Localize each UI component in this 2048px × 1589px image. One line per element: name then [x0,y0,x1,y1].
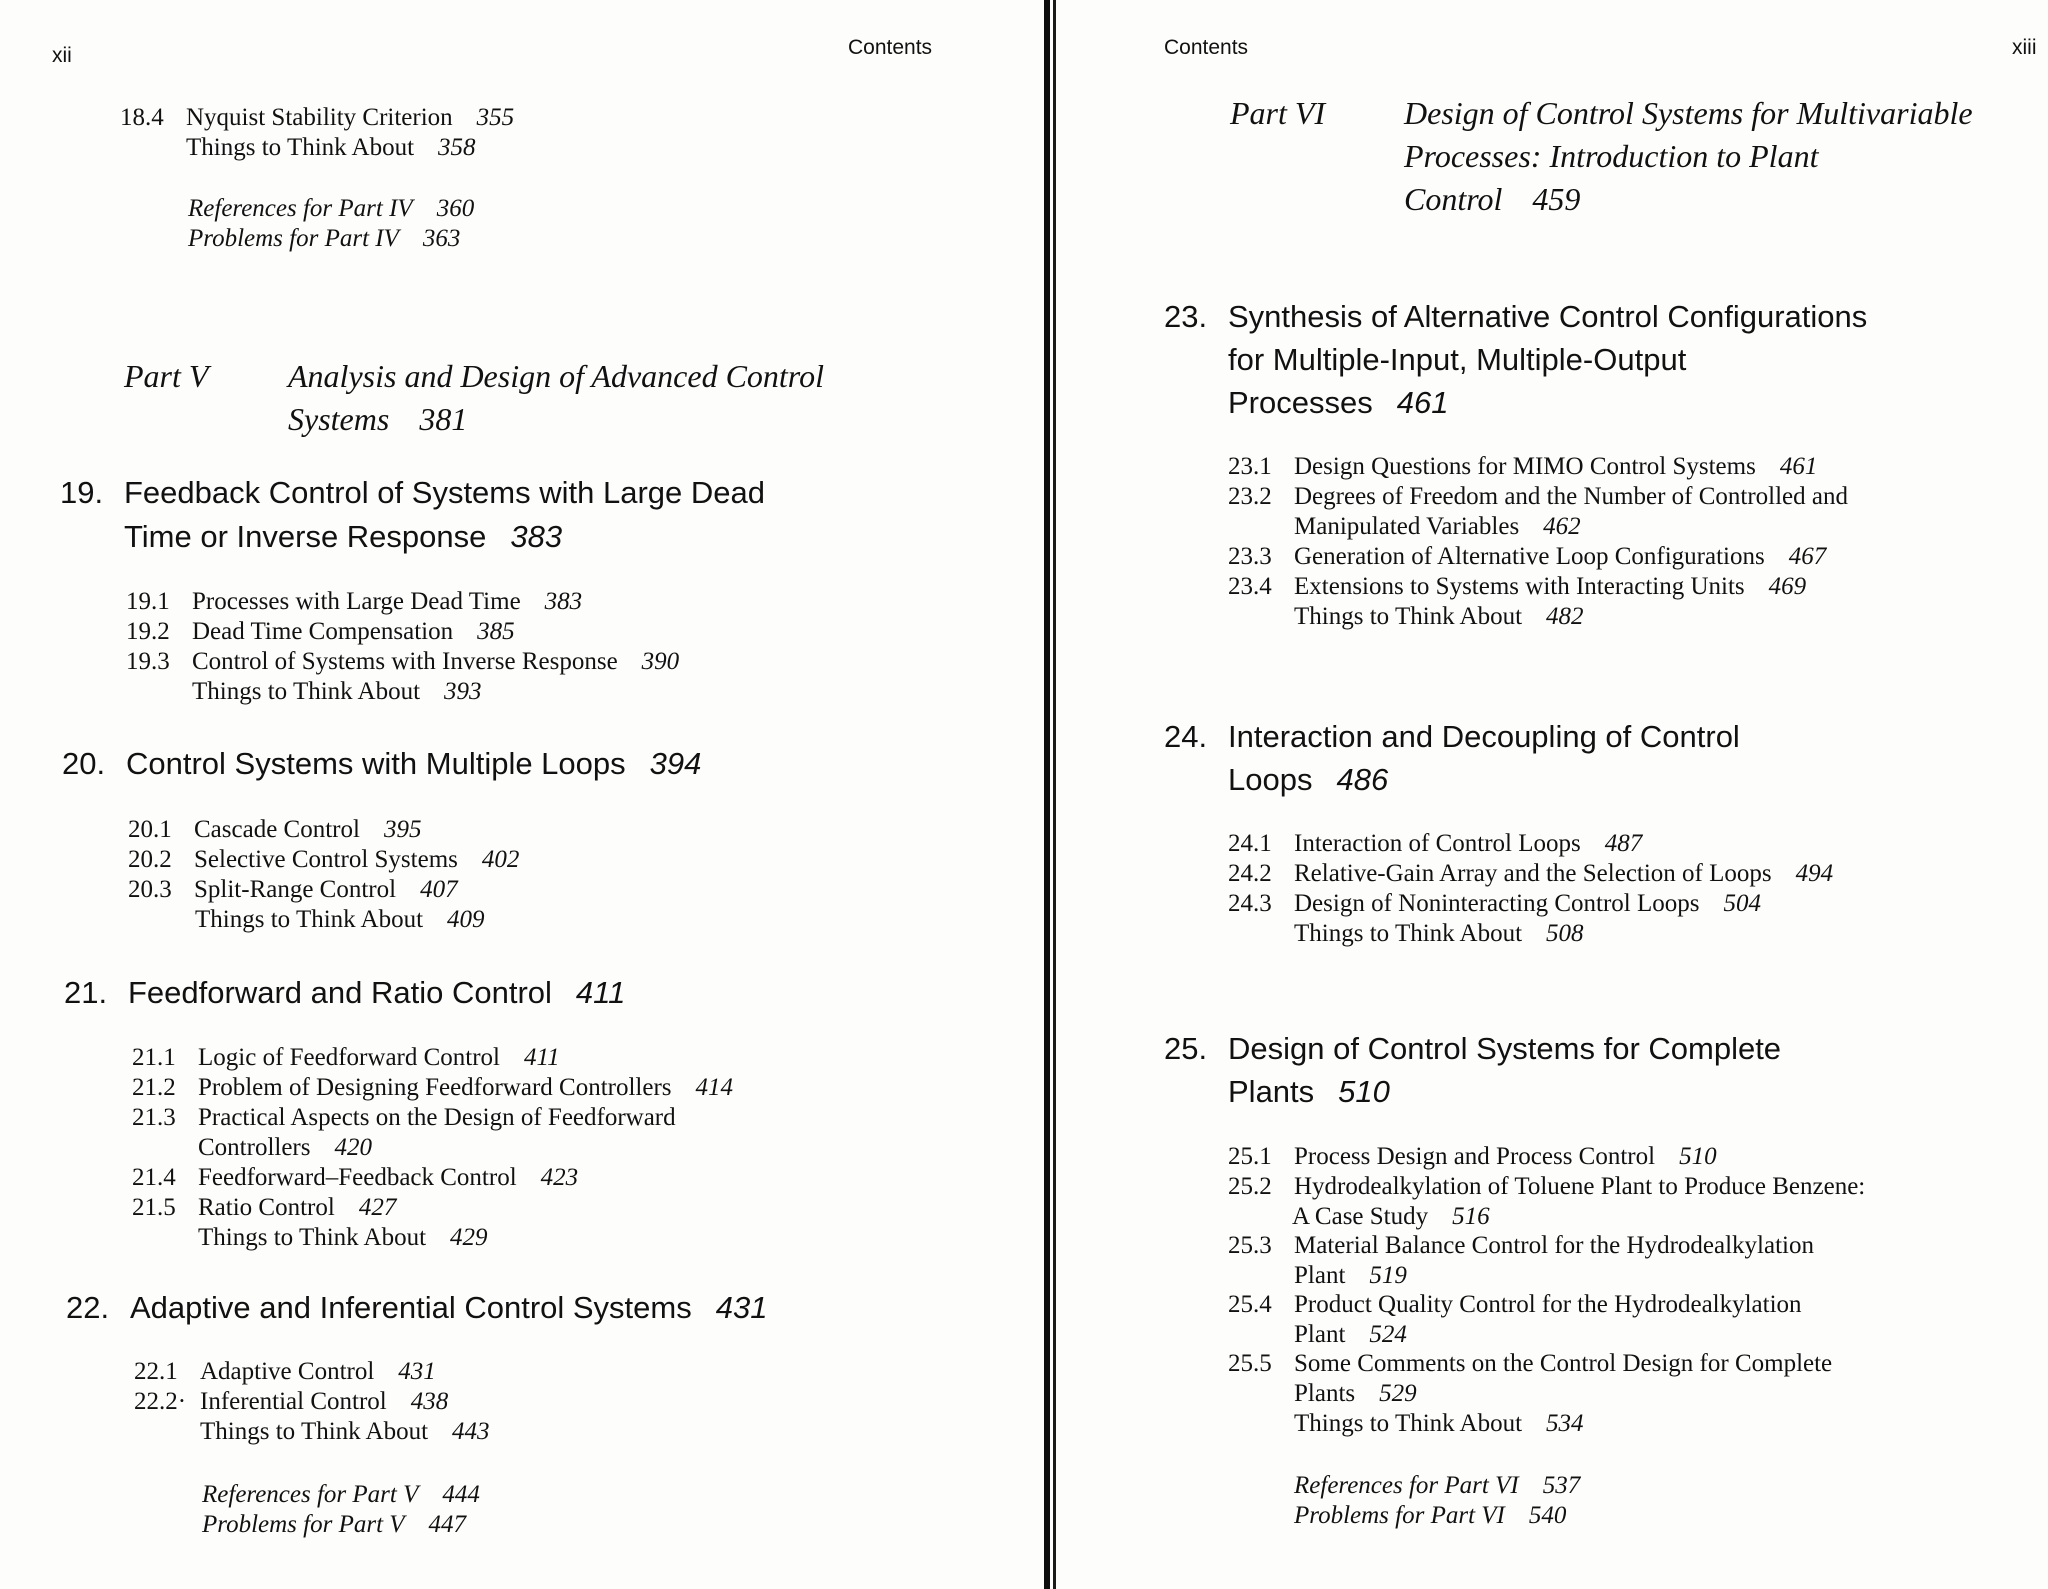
chapter-25-heading[interactable] [1164,1027,2044,1115]
section-number: 22.2· [134,1388,187,1415]
page-ref: 409 [447,906,485,933]
page-number-xii: xii [52,44,72,67]
chapter-number: 24. [1164,719,1208,754]
toc-references-part-vi[interactable]: References for Part VI 537 [1294,1472,1581,1499]
part-title-line: Systems 381 [288,401,468,437]
gutter-shadow [1044,0,1050,1589]
page-ref: 360 [436,195,475,222]
running-head: Contents [1164,36,1249,59]
chapter-24-heading[interactable] [1164,715,2044,803]
toc-things-to-think-20[interactable]: Things to Think About 409 [195,906,485,933]
page-ref: 385 [477,618,515,645]
page-ref: 429 [450,1224,488,1251]
section-title: Product Quality Control for the Hydrodealkylation [1294,1291,1802,1318]
page-ref: 427 [358,1194,397,1221]
section-title-continued: Controllers 420 [198,1134,372,1161]
page-ref: 444 [442,1481,480,1508]
toc-entry-18-4[interactable] [120,103,515,133]
page-ref: 537 [1542,1472,1581,1499]
section-title: Degrees of Freedom and the Number of Controlled and [1294,483,1849,510]
section-title: Ratio Control 427 [198,1194,397,1221]
section-number: 25.5 [1228,1350,1272,1377]
page-ref: 462 [1543,513,1581,540]
page-ref: 510 [1679,1143,1717,1170]
page-ref: 461 [1779,453,1818,480]
section-title: Feedforward–Feedback Control 423 [198,1164,579,1191]
section-title: Logic of Feedforward Control 411 [198,1044,560,1071]
book-gutter [1040,0,1062,1589]
page-ref: 524 [1369,1321,1407,1348]
chapter-number: 23. [1164,299,1208,334]
page-ref: 461 [1396,385,1449,420]
page-ref: 534 [1546,1410,1584,1437]
part-label: Part VI [1230,95,1326,131]
page-ref: 486 [1336,762,1389,797]
section-title-continued: Plant 519 [1294,1262,1407,1289]
chapter-number: 22. [66,1290,110,1325]
chapter-title: Feedforward and Ratio Control 411 [128,975,626,1010]
section-number: 25.1 [1228,1143,1272,1170]
section-number: 21.1 [132,1044,176,1071]
section-title-continued: Manipulated Variables 462 [1294,513,1581,540]
toc-entry-20-1[interactable] [128,815,422,845]
page-ref: 381 [419,401,468,437]
section-title: Hydrodealkylation of Toluene Plant to Produce Benzene: [1294,1173,1866,1200]
toc-entry-24-3[interactable] [1228,889,1761,919]
chapter-title: Control Systems with Multiple Loops 394 [126,746,702,781]
chapter-20-heading[interactable] [62,742,1022,786]
section-number: 23.2 [1228,483,1272,510]
section-title: Selective Control Systems 402 [194,846,520,873]
right-page [1062,0,2048,1589]
toc-entry-19-2[interactable] [126,617,515,647]
toc-entry-21-1[interactable] [132,1043,560,1073]
section-number: 21.2 [132,1074,176,1101]
section-title: Material Balance Control for the Hydrodealkylation [1294,1232,1814,1259]
toc-things-to-think-23[interactable]: Things to Think About 482 [1294,603,1584,630]
section-title: Adaptive Control 431 [200,1358,436,1385]
chapter-23-heading[interactable] [1164,295,2044,427]
toc-entry-25-5[interactable] [1228,1349,1833,1409]
toc-entry-21-3[interactable] [132,1103,676,1163]
toc-things-to-think-22[interactable]: Things to Think About 443 [200,1418,490,1445]
chapter-title-line: Interaction and Decoupling of Control [1228,719,1740,754]
section-number: 23.4 [1228,573,1272,600]
part-label: Part V [124,358,209,394]
section-title: Problem of Designing Feedforward Controllers 414 [198,1074,734,1101]
page-ref: 504 [1723,890,1761,917]
toc-entry-23-1[interactable] [1228,452,1818,482]
part-v-heading[interactable] [124,355,1024,445]
page-ref: 467 [1788,543,1827,570]
toc-entry-24-2[interactable] [1228,859,1834,889]
page-ref: 540 [1528,1502,1567,1529]
chapter-22-heading[interactable] [66,1286,1026,1330]
section-number: 25.4 [1228,1291,1272,1318]
chapter-number: 21. [64,975,108,1010]
toc-entry-25-2[interactable] [1228,1172,1866,1232]
toc-things-to-think-19[interactable]: Things to Think About 393 [192,678,482,705]
part-title-line: Design of Control Systems for Multivariable [1404,95,1973,131]
chapter-title-line: Feedback Control of Systems with Large Dead [124,475,765,510]
toc-entry-23-2[interactable] [1228,482,1849,542]
page-ref: 482 [1546,603,1584,630]
toc-entry-25-4[interactable] [1228,1290,1802,1350]
toc-entry-25-1[interactable] [1228,1142,1717,1172]
page-ref: 469 [1768,573,1807,600]
page-ref: 411 [524,1044,560,1071]
section-title: Inferential Control 438 [200,1388,449,1415]
section-number: 24.1 [1228,830,1272,857]
part-title-line: Analysis and Design of Advanced Control [288,358,824,394]
chapter-19-heading[interactable] [60,471,1020,561]
page-ref: 383 [544,588,583,615]
toc-entry-22-2[interactable] [134,1387,449,1417]
chapter-title-line: Time or Inverse Response 383 [124,519,563,554]
toc-things-to-think-25[interactable]: Things to Think About 534 [1294,1410,1584,1437]
toc-entry-20-2[interactable] [128,845,520,875]
toc-problems-part-v[interactable]: Problems for Part V 447 [202,1511,467,1538]
section-title: Processes with Large Dead Time 383 [192,588,583,615]
chapter-title-line: Design of Control Systems for Complete [1228,1031,1782,1066]
toc-entry-24-1[interactable] [1228,829,1643,859]
page-ref: 431 [715,1290,768,1325]
page-ref: 394 [649,746,702,781]
chapter-title-line: for Multiple-Input, Multiple-Output [1228,342,1687,377]
section-number: 25.3 [1228,1232,1272,1259]
page-ref: 355 [476,104,515,131]
section-title: Nyquist Stability Criterion 355 [186,104,515,131]
section-title: Split-Range Control 407 [194,876,458,903]
chapter-title: Adaptive and Inferential Control Systems 431 [130,1290,768,1325]
toc-entry-21-2[interactable] [132,1073,734,1103]
page-ref: 407 [420,876,458,903]
section-title-continued: Plants 529 [1294,1380,1417,1407]
running-head: Contents [848,36,933,59]
page-number-xiii: xiii [2012,36,2037,59]
page-ref: 431 [398,1358,436,1385]
page-ref: 411 [575,975,626,1010]
page-ref: 358 [438,134,476,161]
toc-entry-19-3[interactable] [126,647,680,677]
toc-references-part-iv[interactable]: References for Part IV 360 [188,195,475,222]
section-number: 21.5 [132,1194,176,1221]
section-title-continued: A Case Study 516 [1292,1203,1490,1230]
toc-references-part-v[interactable]: References for Part V 444 [202,1481,480,1508]
page-ref: 390 [641,648,680,675]
section-title: Design of Noninteracting Control Loops 504 [1294,890,1761,917]
toc-problems-part-iv[interactable]: Problems for Part IV 363 [188,225,461,252]
page-ref: 519 [1369,1262,1407,1289]
section-number: 22.1 [134,1358,178,1385]
toc-things-to-think-21[interactable]: Things to Think About 429 [198,1224,488,1251]
section-title: Dead Time Compensation 385 [192,618,515,645]
page-ref: 516 [1452,1203,1490,1230]
section-title: Cascade Control 395 [194,816,422,843]
chapter-title-line: Loops 486 [1228,762,1389,797]
page-ref: 438 [410,1388,449,1415]
section-title: Relative-Gain Array and the Selection of Loops 494 [1294,860,1834,887]
gutter-shadow [1053,0,1056,1589]
chapter-number: 20. [62,746,106,781]
chapter-number: 19. [60,475,104,510]
section-number: 19.2 [126,618,170,645]
toc-things-to-think-18[interactable]: Things to Think About 358 [186,134,476,161]
page-ref: 459 [1532,181,1581,217]
page-ref: 447 [428,1511,467,1538]
section-title: Control of Systems with Inverse Response 390 [192,648,680,675]
section-title: Process Design and Process Control 510 [1294,1143,1717,1170]
page-ref: 420 [334,1134,372,1161]
page-ref: 510 [1338,1074,1390,1109]
part-title-line: Control 459 [1404,181,1581,217]
section-number: 21.4 [132,1164,176,1191]
page-ref: 494 [1795,860,1834,887]
chapter-number: 25. [1164,1031,1208,1066]
page-ref: 487 [1604,830,1643,857]
toc-entry-20-3[interactable] [128,875,458,905]
section-title: Extensions to Systems with Interacting Units 469 [1294,573,1807,600]
section-number: 19.1 [126,588,170,615]
page-ref: 414 [695,1074,734,1101]
section-title: Design Questions for MIMO Control Systems 461 [1294,453,1818,480]
section-number: 24.3 [1228,890,1272,917]
section-title: Interaction of Control Loops 487 [1294,830,1643,857]
toc-entry-25-3[interactable] [1228,1231,1814,1291]
toc-entry-22-1[interactable] [134,1357,436,1387]
section-number: 23.3 [1228,543,1272,570]
part-vi-heading[interactable] [1230,92,2030,224]
page-ref: 395 [383,816,422,843]
chapter-title-line: Synthesis of Alternative Control Configurations [1228,299,1868,334]
page-ref: 402 [481,846,520,873]
page-ref: 443 [452,1418,490,1445]
section-title: Generation of Alternative Loop Configurations 467 [1294,543,1827,570]
section-title-continued: Plant 524 [1294,1321,1407,1348]
section-number: 21.3 [132,1104,176,1131]
page-ref: 529 [1379,1380,1417,1407]
toc-problems-part-vi[interactable]: Problems for Part VI 540 [1294,1502,1567,1529]
chapter-21-heading[interactable] [64,971,1024,1015]
page-ref: 508 [1546,920,1584,947]
section-number: 20.2 [128,846,172,873]
section-number: 20.1 [128,816,172,843]
toc-entry-21-4[interactable] [132,1163,579,1193]
toc-things-to-think-24[interactable]: Things to Think About 508 [1294,920,1584,947]
page-ref: 393 [444,678,482,705]
section-number: 19.3 [126,648,170,675]
toc-entry-21-5[interactable] [132,1193,397,1223]
page-ref: 383 [510,519,563,554]
part-title-line: Processes: Introduction to Plant [1404,138,1819,174]
page-ref: 363 [422,225,461,252]
section-number: 18.4 [120,104,164,131]
section-number: 20.3 [128,876,172,903]
section-title: Practical Aspects on the Design of Feedforward [198,1104,676,1131]
section-title: Some Comments on the Control Design for Complete [1294,1350,1833,1377]
section-number: 23.1 [1228,453,1272,480]
toc-entry-19-1[interactable] [126,587,583,617]
toc-entry-23-4[interactable] [1228,572,1807,602]
section-number: 24.2 [1228,860,1272,887]
toc-entry-23-3[interactable] [1228,542,1827,572]
chapter-title-line: Plants 510 [1228,1074,1390,1109]
page-ref: 423 [540,1164,579,1191]
section-number: 25.2 [1228,1173,1272,1200]
chapter-title-line: Processes 461 [1228,385,1449,420]
